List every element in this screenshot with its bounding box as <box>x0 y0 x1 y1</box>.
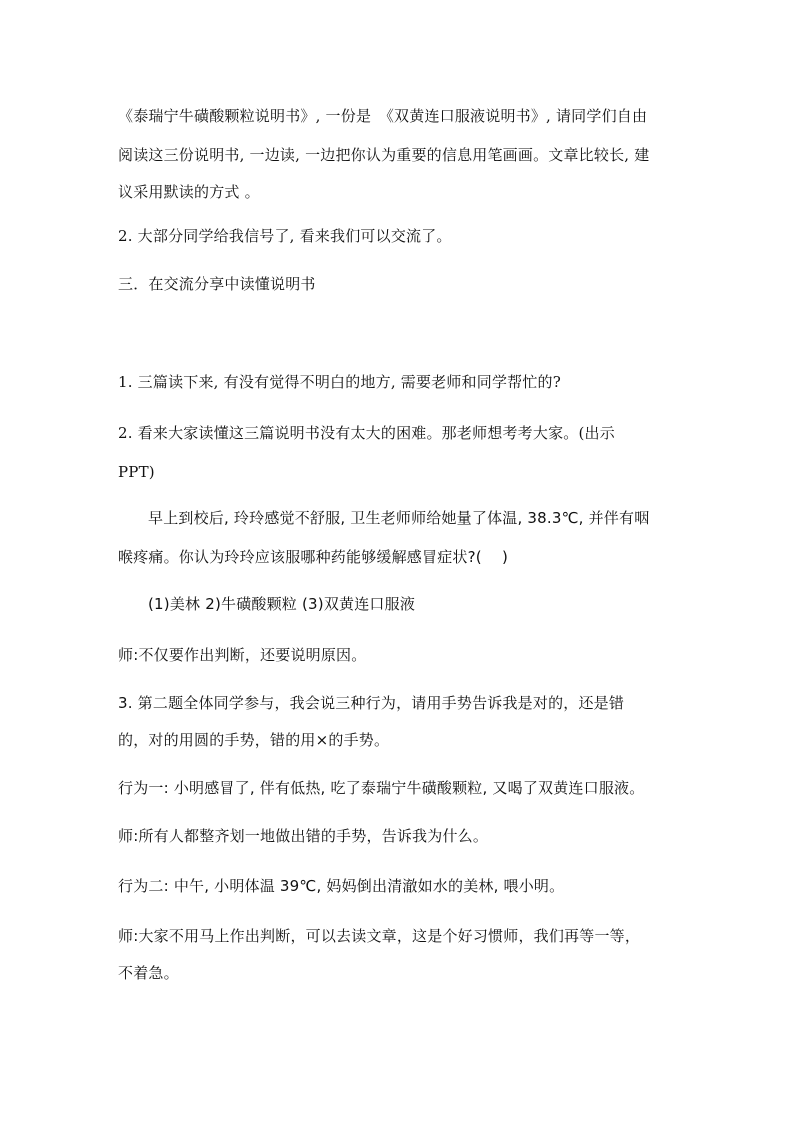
text-line: 不着急。 <box>118 964 179 982</box>
text-line: 师:大家不用马上作出判断，可以去读文章，这是个好习惯师，我们再等一等， <box>118 927 641 945</box>
text-line: PPT) <box>118 463 155 481</box>
text-line: 阅读这三份说明书, 一边读, 一边把你认为重要的信息用笔画画。文章比较长, 建 <box>118 146 650 164</box>
text-line: 的，对的用圆的手势，错的用×的手势。 <box>118 731 390 749</box>
text-line: 3. 第二题全体同学参与，我会说三种行为，请用手势告诉我是对的，还是错 <box>118 694 625 712</box>
text-line: 议采用默读的方式 。 <box>118 183 260 201</box>
text-line: 师:不仅要作出判断，还要说明原因。 <box>118 646 367 664</box>
text-line: 《泰瑞宁牛磺酸颗粒说明书》, 一份是 《双黄连口服液说明书》, 请同学们自由 <box>118 107 648 125</box>
text-line: 喉疼痛。你认为玲玲应该服哪种药能够缓解感冒症状?( ) <box>118 548 509 566</box>
text-line: 2. 大部分同学给我信号了, 看来我们可以交流了。 <box>118 227 452 245</box>
options-line: (1)美林 2)牛磺酸颗粒 (3)双黄连口服液 <box>148 595 416 613</box>
text-line: 行为二: 中午, 小明体温 39℃, 妈妈倒出清澈如水的美林, 喂小明。 <box>118 877 565 895</box>
text-line: 师:所有人都整齐划一地做出错的手势，告诉我为什么。 <box>118 827 489 845</box>
text-line: 1. 三篇读下来, 有没有觉得不明白的地方, 需要老师和同学帮忙的? <box>118 373 561 391</box>
section-heading: 三．在交流分享中读懂说明书 <box>118 275 316 293</box>
text-line: 2. 看来大家读懂这三篇说明书没有太大的困难。那老师想考考大家。(出示 <box>118 424 615 442</box>
text-line: 行为一: 小明感冒了, 伴有低热, 吃了泰瑞宁牛磺酸颗粒, 又喝了双黄连口服液。 <box>118 779 645 797</box>
text-line: 早上到校后, 玲玲感觉不舒服, 卫生老师师给她量了体温, 38.3℃, 并伴有咽 <box>148 509 650 527</box>
